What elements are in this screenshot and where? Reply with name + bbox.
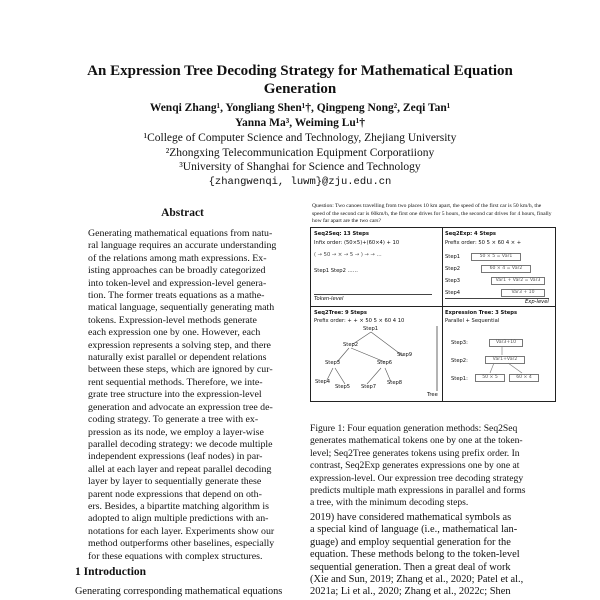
tree-node: Step6: [377, 360, 393, 366]
title-line-2: Generation: [263, 81, 337, 97]
affiliation-3: ³University of Shanghai for Science and Technology: [179, 161, 421, 173]
caption-line: level; Seq2Tree generates tokens using prefix order. In: [310, 447, 520, 459]
seq2seq-steps: Step1 Step2 ……: [314, 268, 358, 274]
tree-node: Step2: [343, 342, 359, 348]
tree-node: Step3: [325, 360, 341, 366]
seq2exp-expression: 50 × 5 = Var1: [471, 253, 521, 261]
abstract-line: expression represents a solving step, and there: [88, 339, 271, 351]
abstract-line: ral language requires an accurate understanding: [88, 240, 277, 252]
tree-node: Step8: [387, 380, 403, 386]
abstract-line: parallel decoding strategy: we decode multiple: [88, 438, 273, 450]
author-list: [40, 101, 560, 131]
tree-node: Step4: [315, 379, 331, 385]
exptree-step: Step1:: [451, 376, 468, 382]
abstract-line: notations for each layer. Experiments show our: [88, 525, 275, 537]
exptree-expression: 60 × 4: [509, 374, 539, 382]
seq2exp-step: Step4: [445, 290, 461, 296]
seq2exp-title: Seq2Exp: 4 Steps: [445, 231, 497, 237]
body-line: equation. These methods belong to the token-level: [310, 549, 520, 561]
body-line: 2021a; Li et al., 2020; Zhang et al., 2022c; Shen: [310, 586, 511, 598]
abstract-line: parent node expressions that depend on oth-: [88, 488, 262, 500]
affiliations: [40, 131, 560, 189]
exptree-step: Step3:: [451, 340, 468, 346]
authors-line-1: Wenqi Zhang¹, Yongliang Shen¹†, Qingpeng Nong², Zeqi Tan¹: [149, 102, 451, 114]
body-line: guage) and employ sequential generation for the: [310, 536, 511, 548]
abstract-body: [88, 228, 281, 563]
caption-line: predicts multiple math expressions in parallel and forms: [310, 485, 526, 497]
abstract-line: allel at each layer and repeat parallel decoding: [88, 463, 272, 475]
exptree-expression: 50 × 5: [475, 374, 505, 382]
caption-line: Figure 1: Four equation generation methods: Seq2Seq: [310, 423, 518, 434]
abstract-line: rent sequential methods. Therefore, we inte-: [88, 376, 263, 388]
tree-edge: [335, 368, 345, 384]
seq2exp-expression: 60 × 4 = Var2: [481, 265, 531, 273]
abstract-line: tion. The former treats equations as a mathe-: [88, 290, 265, 302]
seq2exp-step: Step1: [445, 254, 461, 260]
seq2exp-expression: Var3 + 10: [501, 289, 545, 297]
abstract-line: of the relations among math expressions. Ex-: [88, 252, 267, 264]
token-level-label: Token-level: [314, 296, 344, 302]
exptree-step: Step2:: [451, 358, 468, 364]
paper-title: [40, 62, 560, 98]
abstract-line: coding strategy. To generate a tree with ex-: [88, 414, 259, 426]
body-line: (Xie and Sun, 2019; Zhang et al., 2020; Patel et al.,: [310, 574, 524, 586]
figure-question: Question: Two canoes travelling from two places 10 km apart, the speed of the first car is 50 km/h, the speed of the second car is 60km/h, the first one drives for 5 hours, the second car drives for 4 hours, finally how far apart are the two cars?: [312, 203, 552, 224]
abstract-line: pression as its node, we employ a layer-wise: [88, 426, 264, 438]
exptree-expression: Var1+Var2: [485, 356, 525, 364]
abstract-heading: Abstract: [161, 207, 204, 219]
exptree-edges: [442, 306, 555, 401]
abstract-line: isting approaches can be broadly categorized: [88, 265, 266, 277]
affiliation-2: ²Zhongxing Telecommunication Equipment Corporatiiony: [165, 146, 435, 159]
exptree-subtitle: Parallel + Sequential: [445, 318, 500, 324]
exptree-edge: [508, 363, 522, 373]
tree-label: Tree: [427, 392, 438, 398]
abstract-line: generation and advocate an expression tree de-: [88, 401, 273, 413]
abstract-line: naturally exist parallel or dependent relations: [88, 352, 267, 364]
right-column-paragraph: [310, 512, 557, 599]
abstract-line: grate tree structure into the expression-level: [88, 389, 262, 401]
seq2exp-expression: Var1 + Var2 = Var3: [491, 277, 545, 285]
caption-line: generates mathematical tokens one by one at the token-: [310, 435, 523, 447]
abstract-line: for these equations with complex structures.: [88, 550, 263, 562]
tree-edge: [367, 368, 381, 384]
abstract-line: Generating mathematical equations from natu-: [88, 228, 273, 239]
abstract-line: method outperforms other baselines, especially: [88, 538, 275, 550]
seq2seq-title: Seq2Seq: 13 Steps: [314, 231, 369, 237]
abstract-line: into token-level and expression-level genera-: [88, 277, 267, 289]
tree-node: Step9: [397, 352, 413, 358]
authors-line-2: Yanna Ma³, Weiming Lu¹†: [234, 117, 365, 129]
section-heading-introduction: 1 Introduction: [75, 566, 147, 578]
tree-node: Step7: [361, 384, 377, 390]
email[interactable]: {zhangwenqi, luwm}@zju.edu.cn: [208, 175, 392, 188]
exptree-expression: Var3+10: [489, 339, 523, 347]
exp-level-label: Exp-level: [525, 299, 549, 305]
body-line: a special kind of language (i.e., mathematical lan-: [310, 524, 518, 536]
exptree-edge: [490, 363, 494, 373]
body-line: 2019) have considered mathematical symbols as: [310, 512, 512, 523]
title-line-1: An Expression Tree Decoding Strategy for Mathematical Equation: [87, 63, 513, 79]
abstract-line: layer by layer to sequentially generate these: [88, 476, 262, 488]
seq2seq-token-row: ( → 50 → × → 5 → ) → → …: [314, 252, 382, 258]
figure-caption: [310, 423, 557, 510]
seq2exp-step: Step2: [445, 266, 461, 272]
seq2tree-title: Seq2Tree: 9 Steps: [314, 310, 367, 316]
exptree-title: Expression Tree: 3 Steps: [445, 310, 518, 316]
abstract-line: tokens. Expression-level methods generate: [88, 314, 257, 326]
abstract-line: each expression one by one. However, each: [88, 327, 261, 339]
affiliation-1: ¹College of Computer Science and Technology, Zhejiang University: [143, 132, 457, 144]
abstract-line: ers. Besides, a bipartite matching algorithm is: [88, 500, 269, 512]
tree-node: Step5: [335, 384, 351, 390]
caption-line: expression-level. Our expression tree decoding strategy: [310, 472, 524, 484]
intro-first-line: Generating corresponding mathematical equations: [75, 586, 283, 597]
seq2seq-infix: Infix order: (50×5)+(60×4) + 10: [314, 240, 400, 246]
caption-line: a tree, with the minimum decoding steps.: [310, 497, 469, 509]
abstract-line: adopted to align multiple predictions with an-: [88, 513, 269, 525]
abstract-line: matical language, sequentially generating math: [88, 302, 275, 314]
tree-node: Step1: [363, 326, 379, 332]
body-line: sequential generation. Then a great deal of work: [310, 561, 511, 573]
figure-1-diagram: [310, 227, 556, 402]
seq2exp-step: Step3: [445, 278, 461, 284]
caption-line: contrast, Seq2Exp generates expressions one by one at: [310, 460, 520, 472]
abstract-line: between these steps, which are ignored by cur-: [88, 364, 273, 376]
seq2exp-prefix: Prefix order: 50 5 × 60 4 × +: [445, 240, 522, 246]
seq2tree-prefix: Prefix order: + + × 50 5 × 60 4 10: [314, 318, 405, 324]
abstract-line: independent expressions (leaf nodes) in par-: [88, 451, 263, 463]
seq2tree-edges: [311, 228, 442, 401]
